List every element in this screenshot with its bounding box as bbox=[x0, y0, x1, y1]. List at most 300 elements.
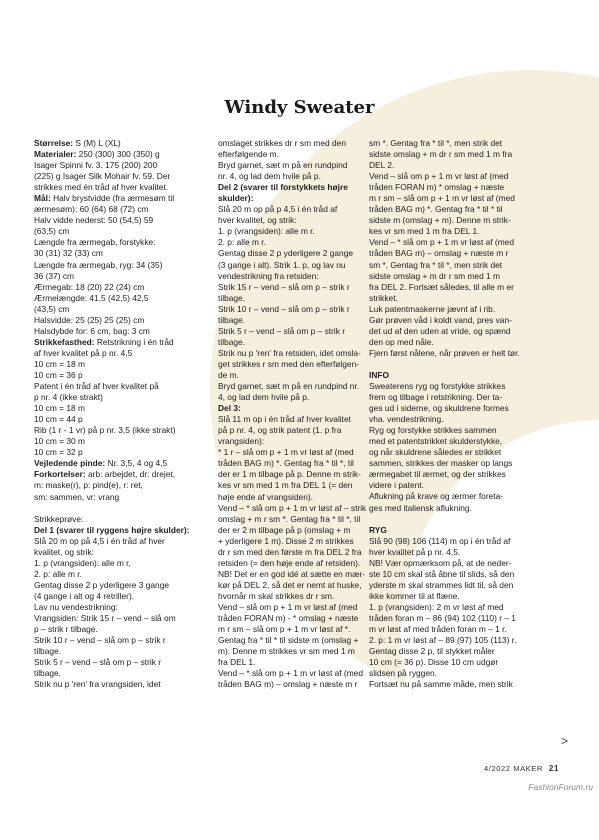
line-text: ærmesøm): 60 (64) 68 (72) cm bbox=[34, 204, 149, 215]
bold-label: Forkortelser: bbox=[34, 469, 86, 480]
text-line bbox=[218, 304, 378, 315]
line-text: på p nr. 4, og strik patent (1. p fra bbox=[218, 425, 342, 436]
line-text: tråden foran m – 86 (94) 102 (110) r – 1 bbox=[369, 612, 516, 623]
text-line bbox=[218, 182, 378, 193]
text-line bbox=[34, 436, 206, 447]
text-line bbox=[34, 492, 206, 503]
text-line bbox=[218, 160, 378, 171]
line-text: kør på DEL 2, så det er nemt at huske, bbox=[218, 579, 362, 590]
text-line bbox=[34, 138, 206, 149]
line-text: kes vr sm med 1 m fra DEL 1. bbox=[369, 226, 480, 237]
text-line bbox=[369, 646, 561, 657]
line-text: m). Denne m strikkes vr sm med 1 m bbox=[218, 646, 355, 657]
text-line bbox=[34, 260, 206, 271]
text-line bbox=[34, 304, 206, 315]
text-line bbox=[369, 226, 561, 237]
text-line bbox=[369, 171, 561, 182]
line-text: Længde fra ærmegab, ryg: 34 (35) bbox=[34, 259, 163, 270]
text-line bbox=[369, 282, 561, 293]
line-text: Slå 11 m op i én tråd af hver kvalitet bbox=[218, 414, 351, 425]
line-text: ærmegabet til ærmet, og der strikkes bbox=[369, 469, 506, 480]
text-line bbox=[34, 679, 206, 690]
line-text: Længde fra ærmegab, forstykke: bbox=[34, 237, 156, 248]
text-line bbox=[34, 547, 206, 558]
text-line bbox=[218, 414, 378, 425]
text-line bbox=[218, 679, 378, 690]
line-text: 2. p: 1 m vr løst af – 89 (97) 105 (113) r. bbox=[369, 635, 517, 646]
text-line bbox=[369, 602, 561, 613]
text-line bbox=[369, 569, 561, 580]
line-text: Halv brystvidde (fra ærmesøm til bbox=[50, 193, 175, 204]
line-text: Halv vidde nederst: 50 (54,5) 59 bbox=[34, 215, 154, 226]
text-line bbox=[218, 381, 378, 392]
line-text: tråden BAG m) *. Gentag fra * til * til bbox=[369, 204, 503, 215]
bold-label: Materialer: bbox=[34, 149, 77, 160]
bold-label: Strikkefasthed: bbox=[34, 336, 95, 347]
line-text: Slå 90 (98) 106 (114) m op i én tråd af bbox=[369, 535, 511, 546]
bold-label: Del 1 (svarer til ryggens højre skulder): bbox=[34, 524, 190, 535]
text-line bbox=[218, 260, 378, 271]
line-text: NB! Det er en god idé at sætte en mær- bbox=[218, 568, 366, 579]
line-text: tilbage. bbox=[34, 646, 62, 657]
text-line bbox=[369, 657, 561, 668]
text-line bbox=[34, 370, 206, 381]
text-line bbox=[369, 293, 561, 304]
line-text: Strik nu p 'ren' fra vrangsiden, idet bbox=[34, 679, 161, 690]
line-text: strikkes med én tråd af hver kvalitet. bbox=[34, 182, 169, 193]
line-text: Isager Spinni fv. 3. 175 (200) 200 bbox=[34, 160, 158, 171]
line-text: + yderligere 1 m). Disse 2 m strikkes bbox=[218, 535, 354, 546]
line-text: der er 2 m tilbage på p (omslag + m bbox=[218, 524, 351, 535]
line-text: tråden BAG m) – omslag + næste m r bbox=[218, 679, 358, 690]
line-text: Vend – * slå om p + 1 m vr løst af (med bbox=[218, 668, 363, 679]
text-line bbox=[34, 458, 206, 469]
line-text: frem og tilbage i retstrikning. Der ta- bbox=[369, 392, 503, 403]
text-line bbox=[218, 293, 378, 304]
line-text: Ærmelængde: 41,5 (42,5) 42,5 bbox=[34, 292, 149, 303]
line-text: med et patentstrikket skulderstykke, bbox=[369, 436, 503, 447]
text-line bbox=[369, 414, 561, 425]
text-line bbox=[34, 237, 206, 248]
line-text: Gentag fra * til * til sidste m (omslag + bbox=[218, 635, 359, 646]
line-text: 10 cm = 32 p bbox=[34, 447, 83, 458]
text-line bbox=[218, 348, 378, 359]
text-line bbox=[34, 514, 206, 525]
line-text: Slå 20 m op på p 4,5 i én tråd af bbox=[218, 204, 338, 215]
line-text: 2. p: alle m r. bbox=[34, 568, 82, 579]
text-line bbox=[369, 260, 561, 271]
line-text: arb: arbejdet, dr: drejet, bbox=[85, 469, 176, 480]
line-text: den op med nåle. bbox=[369, 336, 434, 347]
line-text: vha. vendestrikning. bbox=[369, 414, 444, 425]
line-text: 1. p (vrangsiden): 2 m vr løst af med bbox=[369, 601, 504, 612]
line-text: tråden BAG m) – omslag + næste m r bbox=[369, 248, 509, 259]
line-text: høje ende af vrangsiden). bbox=[218, 491, 313, 502]
text-line bbox=[369, 613, 561, 624]
line-text: (225) g Isager Silk Mohair fv. 59. Der bbox=[34, 171, 171, 182]
text-line bbox=[218, 359, 378, 370]
bold-label: INFO bbox=[369, 369, 390, 380]
line-text: m vr løst af med tråden foran m – 1 r. bbox=[369, 623, 507, 634]
text-line bbox=[218, 315, 378, 326]
line-text: S (M) L (XL) bbox=[73, 138, 121, 148]
text-line bbox=[369, 304, 561, 315]
line-text: * 1 r – slå om p + 1 m vr løst af (med bbox=[218, 447, 354, 458]
text-line bbox=[34, 635, 206, 646]
watermark: FashionForum.ru bbox=[528, 782, 593, 792]
text-column-1 bbox=[34, 138, 206, 690]
line-text: vendestrikning fra retsiden: bbox=[218, 270, 319, 281]
text-line bbox=[369, 458, 561, 469]
text-line bbox=[369, 480, 561, 491]
line-text: sidste m (omslag + m). Denne m strik- bbox=[369, 215, 511, 226]
text-line bbox=[369, 491, 561, 502]
text-line bbox=[34, 348, 206, 359]
text-line bbox=[218, 492, 378, 503]
line-text: fra DEL 2. Fortsæt således, til alle m er bbox=[369, 281, 514, 292]
line-text: ges ud i siderne, og skuldrene formes bbox=[369, 403, 509, 414]
text-line bbox=[218, 646, 378, 657]
line-text: 10 cm = 30 m bbox=[34, 436, 85, 447]
paragraph-gap bbox=[369, 359, 561, 370]
bold-label: skulder): bbox=[218, 193, 254, 204]
text-line bbox=[218, 392, 378, 403]
line-text: tråden FORAN m) * omslag + næste bbox=[369, 182, 505, 193]
line-text: Strikkeprøve: bbox=[34, 513, 84, 524]
text-line bbox=[34, 171, 206, 182]
text-line bbox=[369, 193, 561, 204]
line-text: strikket. bbox=[369, 292, 398, 303]
text-line bbox=[218, 326, 378, 337]
line-text: tilbage. bbox=[34, 668, 62, 679]
line-text: tilbage. bbox=[218, 292, 246, 303]
text-line bbox=[218, 193, 378, 204]
line-text: 10 cm = 18 m bbox=[34, 358, 85, 369]
text-line bbox=[34, 668, 206, 679]
line-text: p nr. 4 (ikke strakt) bbox=[34, 392, 103, 403]
bold-label: Mål: bbox=[34, 193, 51, 204]
line-text: 4, og lad dem hvile på p. bbox=[218, 392, 310, 403]
line-text: slidsen på ryggen. bbox=[369, 668, 437, 679]
text-line bbox=[218, 613, 378, 624]
text-line bbox=[34, 414, 206, 425]
line-text: sm *. Gentag fra * til *, men strik det bbox=[369, 138, 503, 148]
line-text: 2. p: alle m r. bbox=[218, 237, 266, 248]
line-text: vrangsiden): bbox=[218, 436, 265, 447]
line-text: DEL 2. bbox=[369, 160, 395, 171]
line-text: Retstrikning i én tråd bbox=[94, 336, 174, 347]
text-line bbox=[218, 204, 378, 215]
line-text: Fjern først nålene, når prøven er helt tør. bbox=[369, 347, 520, 358]
text-line bbox=[34, 558, 206, 569]
text-line bbox=[218, 458, 378, 469]
text-line bbox=[34, 326, 206, 337]
bold-label: RYG bbox=[369, 524, 387, 535]
text-line bbox=[34, 447, 206, 458]
line-text: Strik nu p 'ren' fra retsiden, idet omsla- bbox=[218, 347, 361, 358]
text-column-2 bbox=[218, 138, 378, 690]
text-line bbox=[369, 558, 561, 569]
text-line bbox=[218, 602, 378, 613]
text-line bbox=[218, 503, 378, 514]
line-text: 30 (31) 32 (33) cm bbox=[34, 248, 103, 259]
line-text: kes vr sm med 1 m fra DEL 1 (= den bbox=[218, 480, 353, 491]
line-text: Aflukning på krave og ærmer foreta- bbox=[369, 491, 504, 502]
text-line bbox=[34, 381, 206, 392]
text-line bbox=[218, 558, 378, 569]
text-line bbox=[218, 525, 378, 536]
continue-arrow-icon: > bbox=[561, 734, 569, 748]
text-line bbox=[369, 149, 561, 160]
line-text: tråden FORAN m) - * omslag + næste bbox=[218, 613, 359, 624]
text-line bbox=[34, 657, 206, 668]
line-text: sammen, strikkes der masker op langs bbox=[369, 458, 513, 469]
text-line bbox=[369, 469, 561, 480]
line-text: 1. p (vrangsiden): alle m r. bbox=[218, 226, 315, 237]
text-line bbox=[34, 149, 206, 160]
line-text: sm *. Gentag fra * til *, men strik det bbox=[369, 259, 503, 270]
line-text: og når skuldrene således er strikket bbox=[369, 447, 502, 458]
text-line bbox=[218, 226, 378, 237]
text-line bbox=[34, 525, 206, 536]
line-text: yderste m skal strammes lidt til, så den bbox=[369, 579, 514, 590]
text-line bbox=[218, 138, 378, 149]
text-line bbox=[218, 547, 378, 558]
text-line bbox=[218, 425, 378, 436]
bold-label: Størrelse: bbox=[34, 138, 74, 148]
line-text: 10 cm = 44 p bbox=[34, 414, 83, 425]
page-number: 21 bbox=[548, 764, 560, 773]
text-line bbox=[34, 425, 206, 436]
line-text: tråden BAG m) *. Gentag fra * til *, til bbox=[218, 458, 354, 469]
text-line bbox=[369, 679, 561, 690]
line-text: ste 10 cm skal stå åbne til slids, så den bbox=[369, 568, 515, 579]
line-text: det ud af den uden at vride, og spænd bbox=[369, 325, 511, 336]
text-line bbox=[369, 668, 561, 679]
line-text: (63,5) cm bbox=[34, 226, 70, 237]
text-line bbox=[218, 215, 378, 226]
text-line bbox=[369, 392, 561, 403]
text-line bbox=[34, 613, 206, 624]
line-text: videre i patent. bbox=[369, 480, 424, 491]
text-line bbox=[34, 646, 206, 657]
text-line bbox=[34, 182, 206, 193]
line-text: (3 gange i alt). Strik 1. p, og lav nu bbox=[218, 259, 346, 270]
paragraph-gap bbox=[34, 503, 206, 514]
text-line bbox=[218, 248, 378, 259]
line-text: Rib (1 r - 1 vr) på p nr. 3,5 (ikke strakt) bbox=[34, 425, 176, 436]
line-text: Halsvidde: 25 (25) 25 (25) cm bbox=[34, 314, 145, 325]
text-line bbox=[34, 403, 206, 414]
text-line bbox=[369, 138, 561, 149]
text-line bbox=[34, 160, 206, 171]
text-line bbox=[218, 469, 378, 480]
text-line bbox=[34, 315, 206, 326]
text-line bbox=[369, 624, 561, 635]
text-line bbox=[369, 381, 561, 392]
text-line bbox=[218, 149, 378, 160]
text-line bbox=[369, 370, 561, 381]
text-line bbox=[34, 536, 206, 547]
line-text: 10 cm (= 36 p). Disse 10 cm udgør bbox=[369, 657, 499, 668]
line-text: 36 (37) cm bbox=[34, 270, 75, 281]
text-line bbox=[369, 525, 561, 536]
line-text: Gentag disse 2 p, til stykket måler bbox=[369, 646, 495, 657]
line-text: m r sm – slå om p + 1 m vr løst af *. bbox=[218, 624, 351, 635]
line-text: Vend – * slå om p + 1 m vr løst af (med bbox=[369, 237, 514, 248]
line-text: Gentag disse 2 p yderligere 2 gange bbox=[218, 248, 354, 259]
text-line bbox=[369, 635, 561, 646]
text-line bbox=[34, 591, 206, 602]
text-line bbox=[218, 480, 378, 491]
text-line bbox=[369, 425, 561, 436]
line-text: der er 1 m tilbage på p. Denne m strik- bbox=[218, 469, 361, 480]
text-line bbox=[218, 436, 378, 447]
text-line bbox=[34, 215, 206, 226]
line-text: Ryg og forstykke strikkes sammen bbox=[369, 425, 497, 436]
line-text: omslaget strikkes dr r sm med den bbox=[218, 138, 346, 148]
line-text: fra DEL 1. bbox=[218, 657, 256, 668]
line-text: kvalitet, og strik: bbox=[34, 546, 95, 557]
line-text: 1. p (vrangsiden): alle m r. bbox=[34, 557, 131, 568]
line-text: 10 cm = 36 p bbox=[34, 369, 83, 380]
text-line bbox=[34, 359, 206, 370]
text-column-3 bbox=[369, 138, 561, 690]
line-text: Ærmegab: 18 (20) 22 (24) cm bbox=[34, 281, 145, 292]
line-text: (43,5) cm bbox=[34, 303, 70, 314]
line-text: Fortsæt nu på samme måde, men strik bbox=[369, 679, 513, 690]
line-text: Vrangsiden: Strik 15 r – vend – slå om bbox=[34, 612, 176, 623]
text-line bbox=[34, 282, 206, 293]
line-text: Strik 10 r – vend – slå om p – strik r bbox=[218, 303, 350, 314]
line-text: Strik 10 r – vend – slå om p – strik r bbox=[34, 635, 166, 646]
text-line bbox=[34, 226, 206, 237]
text-line bbox=[369, 436, 561, 447]
line-text: Strik 5 r – vend – slå om p – strik r bbox=[218, 325, 346, 336]
text-line bbox=[218, 580, 378, 591]
text-line bbox=[369, 215, 561, 226]
text-line bbox=[218, 635, 378, 646]
line-text: hvornår m skal strikkes dr r sm. bbox=[218, 590, 335, 601]
line-text: Gentag disse 2 p yderligere 3 gange bbox=[34, 579, 170, 590]
text-line bbox=[34, 480, 206, 491]
text-line bbox=[369, 447, 561, 458]
line-text: Gør prøven våd i koldt vand, pres van- bbox=[369, 314, 512, 325]
line-text: Bryd garnet, sæt m på en rundpind nr. bbox=[218, 381, 360, 392]
text-line bbox=[369, 160, 561, 171]
line-text: Patent i én tråd af hver kvalitet på bbox=[34, 381, 159, 392]
line-text: m r sm – slå om p + 1 m vr løst af (med bbox=[369, 193, 515, 204]
text-line bbox=[34, 469, 206, 480]
line-text: sidste omslag + m dr r sm med 1 m fra bbox=[369, 149, 513, 160]
text-line bbox=[34, 602, 206, 613]
text-line bbox=[369, 403, 561, 414]
line-text: Strik 15 r – vend – slå om p – strik r bbox=[218, 281, 350, 292]
line-text: de m. bbox=[218, 369, 239, 380]
line-text: m: maske(r), p: pind(e), r: ret, bbox=[34, 480, 143, 491]
text-line bbox=[369, 271, 561, 282]
line-text: sidste omslag + m dr r sm med 1 m bbox=[369, 270, 501, 281]
text-line bbox=[218, 403, 378, 414]
line-text: Nr. 3,5, 4 og 4,5 bbox=[105, 458, 168, 469]
page-title: Windy Sweater bbox=[224, 97, 375, 118]
text-line bbox=[218, 282, 378, 293]
line-text: Halsdybde for: 6 cm, bag: 3 cm bbox=[34, 325, 150, 336]
text-line bbox=[218, 237, 378, 248]
line-text: ges med italiensk aflukning. bbox=[369, 502, 472, 513]
line-text: ikke kommer til at flæne. bbox=[369, 590, 460, 601]
line-text: af hver kvalitet på p nr. 4,5 bbox=[34, 347, 133, 358]
line-text: 250 (300) 300 (350) g bbox=[76, 149, 160, 160]
text-line bbox=[369, 315, 561, 326]
line-text: hver kvalitet på p nr. 4,5. bbox=[369, 546, 461, 557]
line-text: Vend – slå om p + 1 m vr løst af (med bbox=[369, 171, 509, 182]
text-line bbox=[218, 624, 378, 635]
line-text: efterfølgende m. bbox=[218, 149, 279, 160]
bold-label: Del 2 (svarer til forstykkets højre bbox=[218, 182, 348, 193]
paragraph-gap bbox=[369, 514, 561, 525]
text-line bbox=[369, 248, 561, 259]
line-text: get strikkes r sm med den efterfølgen- bbox=[218, 358, 360, 369]
text-line bbox=[218, 668, 378, 679]
line-text: sm: sammen, vr: vrang bbox=[34, 491, 120, 502]
text-line bbox=[218, 657, 378, 668]
text-line bbox=[369, 503, 561, 514]
text-line bbox=[218, 370, 378, 381]
line-text: nr. 4, og lad dem hvile på p. bbox=[218, 171, 321, 182]
text-line bbox=[34, 293, 206, 304]
text-line bbox=[218, 536, 378, 547]
text-line bbox=[218, 447, 378, 458]
line-text: Sweaterens ryg og forstykke strikkes bbox=[369, 380, 506, 391]
text-line bbox=[369, 348, 561, 359]
text-line bbox=[369, 536, 561, 547]
bold-label: Del 3: bbox=[218, 403, 241, 414]
text-line bbox=[369, 337, 561, 348]
text-line bbox=[218, 171, 378, 182]
issue-label: 4/2022 MAKER bbox=[484, 764, 543, 773]
text-line bbox=[218, 569, 378, 580]
line-text: 10 cm = 18 m bbox=[34, 403, 85, 414]
line-text: dr r sm med den første m fra DEL 2 fra bbox=[218, 546, 362, 557]
line-text: Vend – slå om p + 1 m vr løst af (med bbox=[218, 601, 358, 612]
line-text: Vend – * slå om p + 1 m vr løst af – strik bbox=[218, 502, 367, 513]
text-line bbox=[369, 204, 561, 215]
line-text: Bryd garnet, sæt m på en rundpind bbox=[218, 160, 348, 171]
text-line bbox=[34, 569, 206, 580]
text-line bbox=[369, 547, 561, 558]
line-text: hver kvalitet, og strik: bbox=[218, 215, 297, 226]
line-text: NB! Vær opmærksom på, at de neder- bbox=[369, 557, 512, 568]
text-line bbox=[34, 248, 206, 259]
text-line bbox=[218, 591, 378, 602]
line-text: retsiden (= den høje ende af retsiden). bbox=[218, 557, 361, 568]
text-line bbox=[369, 580, 561, 591]
text-line bbox=[34, 337, 206, 348]
line-text: tilbage. bbox=[218, 336, 246, 347]
text-line bbox=[218, 271, 378, 282]
line-text: tilbage. bbox=[218, 314, 246, 325]
text-line bbox=[218, 514, 378, 525]
text-line bbox=[369, 591, 561, 602]
line-text: omslag + m r sm *. Gentag fra * til *, til bbox=[218, 513, 361, 524]
text-line bbox=[34, 271, 206, 282]
text-line bbox=[218, 337, 378, 348]
page-footer bbox=[484, 764, 559, 773]
text-line bbox=[369, 326, 561, 337]
text-line bbox=[34, 193, 206, 204]
line-text: (4 gange i alt og 4 retriller). bbox=[34, 590, 135, 601]
